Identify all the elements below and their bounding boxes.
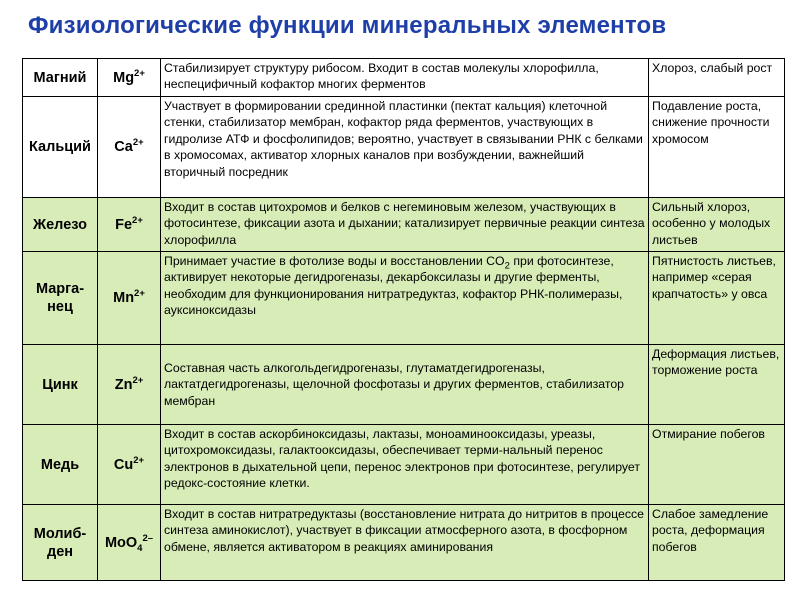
formula-subscript: 4 bbox=[137, 542, 143, 554]
deficiency-symptom: Сильный хлороз, особенно у молодых листьев bbox=[649, 198, 785, 252]
element-formula bbox=[98, 505, 161, 581]
formula-symbol: Ca bbox=[114, 139, 133, 155]
formula-symbol: Zn bbox=[114, 376, 133, 393]
element-function: Входит в состав цитохромов и белков с негеминовым железом, участвующих в фотосинтезе, фиксации азота и дыхании; катализирует первичные реакции синтеза хлорофилла bbox=[161, 198, 649, 252]
element-function: Входит в состав аскорбиноксидазы, лактазы, моноаминооксидазы, уреазы, цитохромоксидазы, галактооксидазы, обеспечивает терми-нальный перенос электронов в дыхательной цепи, перенос электронов при фотосинтезе, регулирует редокс-состояние клетки. bbox=[161, 425, 649, 505]
formula-charge: 2+ bbox=[134, 288, 145, 300]
table-row-molybdenum bbox=[23, 505, 785, 581]
deficiency-symptom: Отмирание побегов bbox=[649, 425, 785, 505]
element-formula bbox=[98, 252, 161, 345]
element-name: Кальций bbox=[23, 97, 98, 198]
deficiency-symptom: Деформация листьев, торможение роста bbox=[649, 345, 785, 425]
function-text-end: при фотосинтезе, активирует некоторые дегидрогеназы, декарбоксилазы и другие ферменты, необходим для функционирования нитратредуктаз, кофактор РНК-полимеразы, ауксиноксидазы bbox=[164, 254, 623, 318]
element-function bbox=[161, 252, 649, 345]
formula-charge: 2+ bbox=[132, 214, 143, 226]
deficiency-symptom: Подавление роста, снижение прочности хромосом bbox=[649, 97, 785, 198]
element-formula bbox=[98, 59, 161, 97]
formula-charge: 2+ bbox=[133, 454, 145, 466]
formula-charge: 2– bbox=[142, 532, 154, 544]
formula-symbol: Fe bbox=[115, 216, 133, 233]
element-function: Входит в состав нитратредуктазы (восстановление нитрата до нитритов в процессе синтеза аминокислот), участвует в фиксации атмосферного азота, в фосфорном обмене, является активатором в реакциях аминирования bbox=[161, 505, 649, 581]
page-title: Физиологические функции минеральных элементов bbox=[28, 12, 667, 39]
deficiency-symptom: Слабое замедление роста, деформация побегов bbox=[649, 505, 785, 581]
element-name: Молиб-ден bbox=[23, 505, 98, 581]
formula-symbol: MoO bbox=[104, 534, 138, 551]
element-name: Железо bbox=[23, 198, 98, 252]
element-formula bbox=[98, 198, 161, 252]
element-function: Участвует в формировании срединной пластинки (пектат кальция) клеточной стенки, стабилизатор мембран, кофактор ряда ферментов, участвующих в гидролизе АТФ и фосфолипидов; вероятно, участвует в связывании РНК с белками в хромосомах, активатор хлорных каналов при возбуждении, важнейший вторичный посредник bbox=[161, 97, 649, 198]
formula-charge: 2+ bbox=[134, 67, 145, 79]
deficiency-symptom: Хлороз, слабый рост bbox=[649, 59, 785, 97]
element-name: Цинк bbox=[23, 345, 98, 425]
element-formula bbox=[98, 345, 161, 425]
element-function: Стабилизирует структуру рибосом. Входит в состав молекулы хлорофилла, неспецифичный кофактор многих ферментов bbox=[161, 59, 649, 97]
element-formula bbox=[98, 425, 161, 505]
table-row-manganese bbox=[23, 252, 785, 345]
element-name: Магний bbox=[23, 59, 98, 97]
formula-symbol: Mg bbox=[113, 69, 135, 86]
formula-symbol: Mn bbox=[113, 290, 135, 306]
element-name: Медь bbox=[23, 425, 98, 505]
formula-charge: 2+ bbox=[132, 137, 144, 149]
table-row-iron bbox=[23, 198, 785, 252]
deficiency-symptom: Пятнистость листьев, например «серая крапчатость» у овса bbox=[649, 252, 785, 345]
table-row-zinc bbox=[23, 345, 785, 425]
element-name: Марга-нец bbox=[23, 252, 98, 345]
table-row-calcium bbox=[23, 97, 785, 198]
formula-charge: 2+ bbox=[132, 374, 144, 386]
formula-symbol: Cu bbox=[113, 456, 134, 473]
element-function: Составная часть алкогольдегидрогеназы, глутаматдегидрогеназы, лактатдегидрогеназы, щелочной фосфотазы и других ферментов, стабилизатор мембран bbox=[161, 345, 649, 425]
mineral-elements-table bbox=[22, 58, 785, 581]
function-text-subscript: 2 bbox=[504, 260, 510, 272]
table-row-copper bbox=[23, 425, 785, 505]
table-row-magnesium bbox=[23, 59, 785, 97]
function-text-start: Принимает участие в фотолизе воды и восстановлении CO bbox=[164, 254, 505, 268]
element-formula bbox=[98, 97, 161, 198]
